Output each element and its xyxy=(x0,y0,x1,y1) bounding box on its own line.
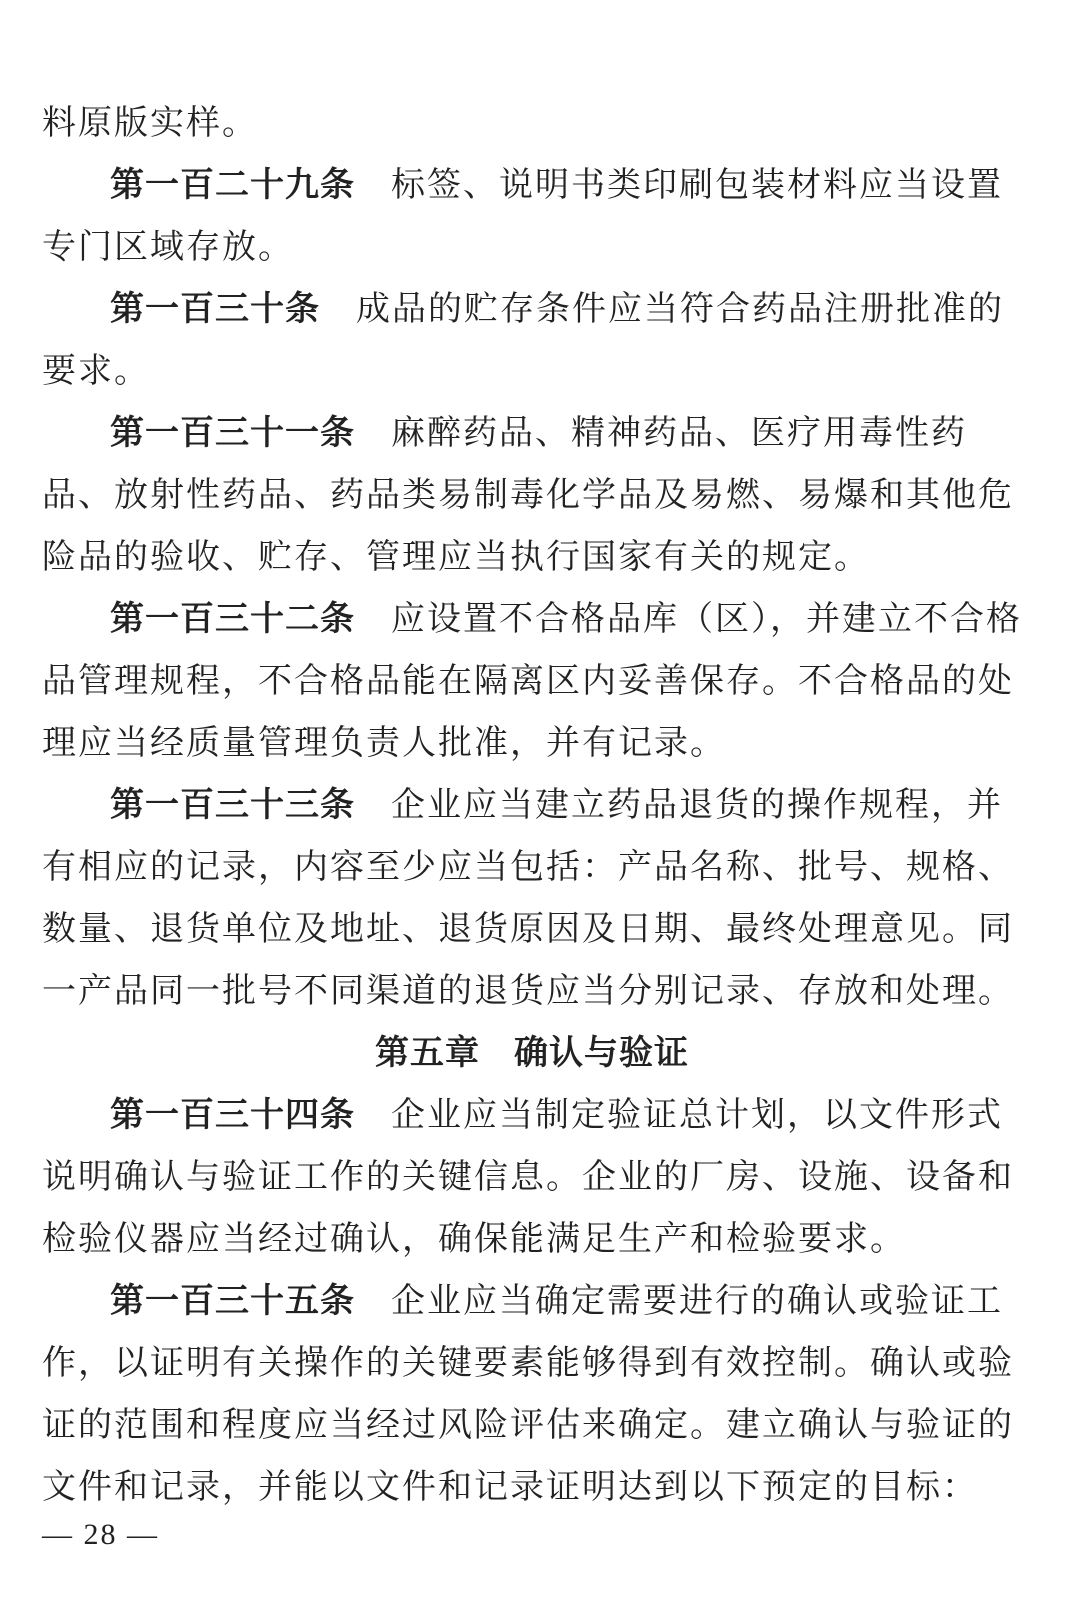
chapter-heading xyxy=(42,1022,1022,1084)
article-title: 第一百二十九条 xyxy=(110,165,355,205)
paragraph-body: 料原版实样。 xyxy=(42,103,258,143)
article-133 xyxy=(42,774,1022,1022)
article-134 xyxy=(42,1084,1022,1270)
article-130 xyxy=(42,278,1022,402)
article-title: 第一百三十五条 xyxy=(110,1281,355,1321)
article-body: 应设置不合格品库（区），并建立不合格品管理规程，不合格品能在隔离区内妥善保存。不合格品的处理应当经质量管理负责人批准，并有记录。 xyxy=(42,599,1022,763)
article-body: 企业应当建立药品退货的操作规程，并有相应的记录，内容至少应当包括：产品名称、批号、规格、数量、退货单位及地址、退货原因及日期、最终处理意见。同一产品同一批号不同渠道的退货应当分别记录、存放和处理。 xyxy=(42,785,1014,1011)
article-135 xyxy=(42,1270,1022,1518)
chapter-number: 第五章 xyxy=(375,1033,480,1073)
article-body: 标签、说明书类印刷包装材料应当设置专门区域存放。 xyxy=(42,165,1003,267)
article-body: 企业应当制定验证总计划，以文件形式说明确认与验证工作的关键信息。企业的厂房、设施、设备和检验仪器应当经过确认，确保能满足生产和检验要求。 xyxy=(42,1095,1014,1259)
article-title: 第一百三十四条 xyxy=(110,1095,355,1135)
article-129 xyxy=(42,154,1022,278)
article-132 xyxy=(42,588,1022,774)
article-body: 成品的贮存条件应当符合药品注册批准的要求。 xyxy=(42,289,1004,391)
article-title: 第一百三十条 xyxy=(110,289,320,329)
paragraph-continuation xyxy=(42,92,1022,154)
page-number: — 28 — xyxy=(42,1518,159,1551)
article-131 xyxy=(42,402,1022,588)
article-body: 企业应当确定需要进行的确认或验证工作，以证明有关操作的关键要素能够得到有效控制。确认或验证的范围和程度应当经过风险评估来确定。建立确认与验证的文件和记录，并能以文件和记录证明达到以下预定的目标： xyxy=(42,1281,1014,1507)
article-title: 第一百三十二条 xyxy=(110,599,355,639)
chapter-title: 确认与验证 xyxy=(514,1033,689,1073)
document-body xyxy=(42,92,1022,1518)
article-title: 第一百三十一条 xyxy=(110,413,355,453)
article-body: 麻醉药品、精神药品、医疗用毒性药品、放射性药品、药品类易制毒化学品及易燃、易爆和其他危险品的验收、贮存、管理应当执行国家有关的规定。 xyxy=(42,413,1014,577)
article-title: 第一百三十三条 xyxy=(110,785,355,825)
